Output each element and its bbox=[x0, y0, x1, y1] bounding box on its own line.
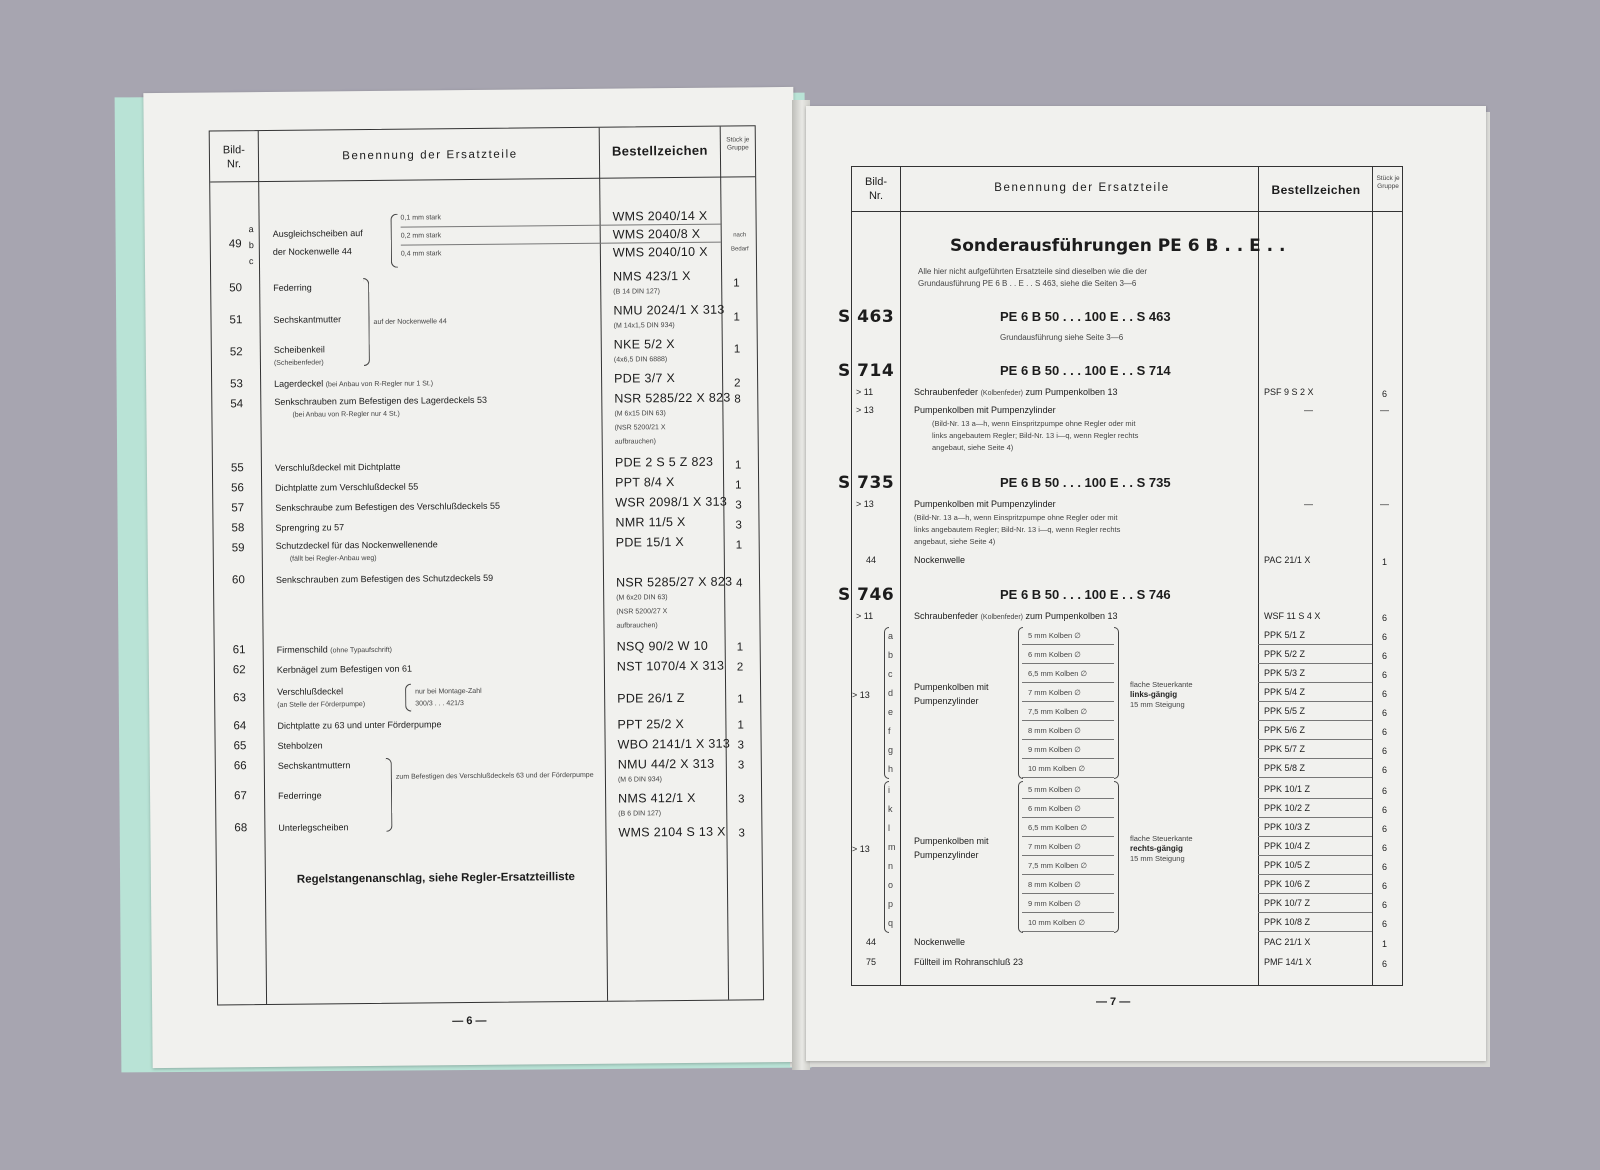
row-code: NMU 44/2 X 313 bbox=[617, 756, 715, 772]
row-qty: 6 bbox=[1382, 389, 1388, 399]
header-stueck: Stück je Gruppe bbox=[726, 136, 750, 152]
row-code4: aufbrauchen) bbox=[614, 438, 657, 446]
row-nr: 44 bbox=[866, 555, 877, 565]
row-qty: 6 bbox=[1382, 959, 1388, 969]
row-code2: (B 14 DIN 127) bbox=[613, 288, 660, 296]
row-qty: 4 bbox=[736, 577, 743, 590]
row-nr: 63 bbox=[233, 692, 247, 705]
row-nr: 53 bbox=[230, 378, 243, 391]
row-name: Scheibenkeil bbox=[273, 344, 325, 355]
row-code: PSF 9 S 2 X bbox=[1264, 387, 1314, 397]
row-qty: 6 bbox=[1382, 689, 1388, 699]
row-code: — bbox=[1304, 499, 1313, 509]
plunger-size: 10 mm Kolben ∅ bbox=[1028, 764, 1085, 773]
row-qty: 6 bbox=[1382, 765, 1388, 775]
row-nr: 55 bbox=[230, 462, 244, 475]
row-code: PDE 2 S 5 Z 823 bbox=[614, 454, 714, 470]
row-name2: Pumpenzylinder bbox=[914, 849, 979, 860]
row-qty: 8 bbox=[734, 393, 741, 406]
row-qty: 1 bbox=[735, 539, 743, 552]
row-name2: (bei Anbau von R-Regler nur 4 St.) bbox=[292, 410, 400, 419]
row-name: Federring bbox=[273, 282, 312, 293]
row-nr: 60 bbox=[231, 574, 245, 587]
page-number: — 7 — bbox=[1096, 996, 1131, 1008]
row-code3: (NSR 5200/21 X bbox=[614, 424, 666, 432]
row-nr: > 13 bbox=[856, 405, 874, 415]
row-nr: 57 bbox=[231, 502, 245, 515]
side-note: links-gängig bbox=[1130, 689, 1178, 699]
row-code: WSF 11 S 4 X bbox=[1264, 611, 1321, 621]
plunger-size: 5 mm Kolben ∅ bbox=[1028, 631, 1081, 640]
plunger-size: 9 mm Kolben ∅ bbox=[1028, 899, 1081, 908]
row-nr: > 13 bbox=[852, 689, 870, 700]
row-name: Verschlußdeckel bbox=[277, 686, 344, 697]
plunger-size: 7,5 mm Kolben ∅ bbox=[1028, 861, 1088, 870]
row-code: PDE 3/7 X bbox=[614, 371, 676, 386]
row-qty: 6 bbox=[1382, 843, 1388, 853]
section-title: Sonderausführungen PE 6 B . . E . . bbox=[950, 236, 1286, 256]
left-table bbox=[209, 125, 764, 1005]
right-page bbox=[806, 106, 1486, 1061]
row-letter: n bbox=[888, 861, 894, 871]
row-code: PPK 5/3 Z bbox=[1264, 668, 1306, 678]
row-name: Schutzdeckel für das Nockenwellenende bbox=[275, 539, 438, 551]
row-letters: a b c bbox=[248, 224, 254, 267]
row-letter: d bbox=[888, 688, 894, 698]
row-name: Lagerdeckel (bei Anbau von R-Regler nur 1 St.) bbox=[274, 378, 434, 389]
plunger-size: 5 mm Kolben ∅ bbox=[1028, 785, 1081, 794]
row-qty: 6 bbox=[1382, 727, 1388, 737]
row-name: Dichtplatte zu 63 und unter Förderpumpe bbox=[277, 719, 442, 731]
row-qty: 3 bbox=[735, 519, 742, 532]
row-code: — bbox=[1304, 405, 1313, 415]
right-table bbox=[838, 166, 1403, 986]
row-qty: 6 bbox=[1382, 670, 1388, 680]
row-name: Firmenschild (ohne Typaufschrift) bbox=[276, 644, 393, 655]
row-nr: 67 bbox=[234, 790, 247, 803]
row-name: Schraubenfeder (Kolbenfeder) zum Pumpenkolben 13 bbox=[914, 387, 1118, 397]
row-qty: 6 bbox=[1382, 824, 1388, 834]
row-nr: 61 bbox=[232, 644, 246, 657]
row-name: Pumpenkolben mit Pumpenzylinder bbox=[914, 499, 1056, 509]
row-name: Federringe bbox=[278, 790, 322, 801]
header-stueck: Stück je Gruppe bbox=[1376, 175, 1400, 190]
row-note: links angebautem Regler; Bild-Nr. 13 i—q, wenn Regler rechts bbox=[932, 431, 1139, 440]
row-name2: der Nockenwelle 44 bbox=[272, 246, 352, 257]
plunger-size: 6,5 mm Kolben ∅ bbox=[1028, 823, 1088, 832]
row-letter: a bbox=[888, 631, 894, 641]
row-name: Unterlegscheiben bbox=[278, 822, 349, 833]
row-note: links angebautem Regler; Bild-Nr. 13 i—q, wenn Regler rechts bbox=[914, 525, 1121, 534]
variant-s463: S 463 bbox=[838, 307, 895, 327]
row-letter: g bbox=[888, 745, 894, 755]
row-code: WBO 2141/1 X 313 bbox=[617, 736, 731, 752]
row-nr: 54 bbox=[230, 398, 244, 411]
row-code: PPK 10/2 Z bbox=[1264, 803, 1311, 813]
row-code: PPK 10/5 Z bbox=[1264, 860, 1311, 870]
row-code2: (M 6 DIN 934) bbox=[617, 776, 662, 784]
row-letter: p bbox=[888, 899, 894, 909]
row-code: WMS 2040/8 X bbox=[612, 226, 701, 242]
row-letter: f bbox=[888, 726, 891, 736]
footer-note: Regelstangenanschlag, siehe Regler-Ersatzteilliste bbox=[296, 871, 575, 886]
plunger-size: 8 mm Kolben ∅ bbox=[1028, 726, 1081, 735]
row-qty: 3 bbox=[737, 759, 745, 772]
side-note: rechts-gängig bbox=[1130, 843, 1183, 853]
row-code: PPK 10/7 Z bbox=[1264, 898, 1311, 908]
header-benennung: Benennung der Ersatzteile bbox=[342, 148, 518, 163]
row-name: Verschlußdeckel mit Dichtplatte bbox=[274, 461, 401, 473]
row-code2: (4x6,5 DIN 6888) bbox=[613, 356, 668, 364]
row-name: Senkschraube zum Befestigen des Verschlußdeckels 55 bbox=[275, 500, 501, 513]
row-name: Füllteil im Rohranschluß 23 bbox=[914, 957, 1024, 967]
header-benennung: Benennung der Ersatzteile bbox=[994, 182, 1170, 194]
row-code: PAC 21/1 X bbox=[1264, 937, 1311, 947]
plunger-size: 6 mm Kolben ∅ bbox=[1028, 804, 1081, 813]
row-nr: > 11 bbox=[856, 611, 874, 621]
row-nr: 65 bbox=[233, 740, 247, 753]
header-bestellzeichen: Bestellzeichen bbox=[1271, 183, 1361, 197]
row-code: PPK 5/8 Z bbox=[1264, 763, 1306, 773]
plunger-size: 7,5 mm Kolben ∅ bbox=[1028, 707, 1088, 716]
row-letter: h bbox=[888, 764, 894, 774]
variant-title: PE 6 B 50 . . . 100 E . . S 714 bbox=[1000, 363, 1171, 378]
row-code2: (M 6x15 DIN 63) bbox=[614, 410, 666, 418]
header-bild: Bild- Nr. bbox=[222, 144, 245, 171]
option-2: 0,4 mm stark bbox=[400, 250, 442, 258]
variant-title: PE 6 B 50 . . . 100 E . . S 463 bbox=[1000, 309, 1171, 324]
row-code2: (M 6x20 DIN 63) bbox=[616, 594, 668, 602]
row-name2: Pumpenzylinder bbox=[914, 695, 979, 706]
row-code: WMS 2040/14 X bbox=[612, 208, 708, 224]
row-qty: 6 bbox=[1382, 746, 1388, 756]
row-nr: 68 bbox=[234, 822, 248, 835]
row-qty: 1 bbox=[734, 459, 742, 472]
row-qty: 1 bbox=[733, 311, 740, 324]
header-bild: Bild- Nr. bbox=[864, 176, 887, 202]
row-name2: (fällt bei Regler-Anbau weg) bbox=[289, 554, 377, 563]
row-qty: 6 bbox=[1382, 613, 1388, 623]
row-name: Pumpenkolben mit Pumpenzylinder bbox=[914, 405, 1056, 415]
row-code: WSR 2098/1 X 313 bbox=[615, 494, 728, 510]
row-qty: 3 bbox=[735, 499, 742, 512]
row-code: PPK 10/8 Z bbox=[1264, 917, 1311, 927]
row-name2: (Scheibenfeder) bbox=[273, 359, 324, 367]
row-qty: 1 bbox=[733, 343, 741, 356]
row-code: PPK 5/2 Z bbox=[1264, 649, 1306, 659]
row-code: NMS 412/1 X bbox=[618, 790, 696, 806]
row-qty: 6 bbox=[1382, 786, 1388, 796]
row-qty: 2 bbox=[734, 377, 741, 390]
row-nr: > 13 bbox=[852, 843, 870, 854]
row-qty: 6 bbox=[1382, 900, 1388, 910]
side-note: 15 mm Steigung bbox=[1130, 853, 1185, 863]
row-code4: aufbrauchen) bbox=[616, 622, 658, 630]
row-code: PPK 5/6 Z bbox=[1264, 725, 1306, 735]
row-qty: 2 bbox=[736, 661, 744, 674]
plunger-size: 8 mm Kolben ∅ bbox=[1028, 880, 1081, 889]
row-name: Sechskantmutter bbox=[273, 314, 342, 325]
side-note: flache Steuerkante bbox=[1130, 833, 1193, 843]
row-nr: 56 bbox=[231, 482, 244, 495]
row-code2: (M 14x1,5 DIN 934) bbox=[613, 322, 675, 330]
intro-line-1: Alle hier nicht aufgeführten Ersatzteile sind dieselben wie die der bbox=[918, 267, 1148, 276]
row-qty: — bbox=[1380, 405, 1389, 415]
row-nr: 51 bbox=[229, 314, 243, 327]
row-nr: > 11 bbox=[856, 387, 874, 397]
row-nr: 75 bbox=[866, 957, 877, 967]
option-1: 0,2 mm stark bbox=[400, 232, 442, 240]
row-qty: — bbox=[1380, 499, 1389, 509]
variant-title: PE 6 B 50 . . . 100 E . . S 735 bbox=[1000, 475, 1171, 490]
row-name: Senkschrauben zum Befestigen des Lagerdeckels 53 bbox=[274, 394, 487, 407]
header-bestellzeichen: Bestellzeichen bbox=[611, 142, 708, 159]
row-code: PPK 10/3 Z bbox=[1264, 822, 1311, 832]
brace-note: auf der Nockenwelle 44 bbox=[373, 318, 447, 326]
row-code3: (NSR 5200/27 X bbox=[616, 608, 668, 616]
row-code: PPK 10/1 Z bbox=[1264, 784, 1311, 794]
row-qty: 1 bbox=[737, 693, 744, 706]
row-qty: 6 bbox=[1382, 881, 1388, 891]
plunger-size: 7 mm Kolben ∅ bbox=[1028, 688, 1081, 697]
side-note: 15 mm Steigung bbox=[1130, 699, 1185, 709]
row-qty: 6 bbox=[1382, 862, 1388, 872]
row-qty: 1 bbox=[1382, 557, 1388, 567]
row-letter: b bbox=[888, 650, 894, 660]
row-qty: 6 bbox=[1382, 805, 1388, 815]
row-code: NSR 5285/22 X 823 bbox=[614, 390, 731, 406]
row-nr: 64 bbox=[233, 720, 247, 733]
row-nr: 49 bbox=[228, 238, 242, 251]
row-qty: 3 bbox=[737, 739, 745, 752]
row-qty: 6 bbox=[1382, 651, 1388, 661]
row-code: NSQ 90/2 W 10 bbox=[616, 638, 709, 654]
row-letter: k bbox=[888, 804, 893, 814]
row-code: PPT 8/4 X bbox=[615, 475, 675, 490]
row-qty: 6 bbox=[1382, 708, 1388, 718]
variant-title: PE 6 B 50 . . . 100 E . . S 746 bbox=[1000, 587, 1171, 602]
intro-line-2: Grundausführung PE 6 B . . E . . S 463, siehe die Seiten 3—6 bbox=[918, 279, 1137, 288]
row-qty: 1 bbox=[736, 641, 744, 654]
row-name: Stehbolzen bbox=[277, 740, 323, 751]
plunger-size: 9 mm Kolben ∅ bbox=[1028, 745, 1081, 754]
row-name: Sechskantmuttern bbox=[277, 760, 351, 771]
row-name: Ausgleichscheiben auf bbox=[272, 228, 363, 239]
row-qty: nach Bedarf bbox=[730, 232, 749, 253]
left-page bbox=[143, 87, 802, 1068]
row-note: (Bild-Nr. 13 a—h, wenn Einspritzpumpe ohne Regler oder mit bbox=[914, 513, 1118, 522]
row-nr: 44 bbox=[866, 937, 877, 947]
row-code: PPK 5/1 Z bbox=[1264, 630, 1306, 640]
row-name: Nockenwelle bbox=[914, 937, 966, 947]
row-qty: 3 bbox=[738, 827, 745, 840]
row-note: angebaut, siehe Seite 4) bbox=[932, 443, 1014, 452]
row-code: PMF 14/1 X bbox=[1264, 957, 1312, 967]
row-code: NSR 5285/27 X 823 bbox=[615, 574, 733, 590]
row-code: PPT 25/2 X bbox=[617, 716, 685, 732]
row-qty: 3 bbox=[738, 793, 745, 806]
row-name: Kerbnägel zum Befestigen von 61 bbox=[276, 663, 413, 675]
row-code2: (B 6 DIN 127) bbox=[618, 810, 662, 818]
row-note: (Bild-Nr. 13 a—h, wenn Einspritzpumpe ohne Regler oder mit bbox=[932, 419, 1136, 428]
row-name: Nockenwelle bbox=[914, 555, 966, 565]
row-name: Pumpenkolben mit bbox=[914, 681, 989, 692]
brace-note: zum Befestigen des Verschlußdeckels 63 und der Förderpumpe bbox=[395, 771, 594, 781]
row-code: PPK 10/4 Z bbox=[1264, 841, 1311, 851]
plunger-size: 6,5 mm Kolben ∅ bbox=[1028, 669, 1088, 678]
row-side: nur bei Montage-Zahl bbox=[415, 687, 482, 696]
side-note: flache Steuerkante bbox=[1130, 679, 1193, 689]
row-code: NST 1070/4 X 313 bbox=[616, 658, 725, 674]
plunger-size: 6 mm Kolben ∅ bbox=[1028, 650, 1081, 659]
row-nr: 52 bbox=[229, 346, 243, 359]
row-code: PDE 26/1 Z bbox=[617, 690, 685, 706]
row-letter: e bbox=[888, 707, 894, 717]
plunger-size: 7 mm Kolben ∅ bbox=[1028, 842, 1081, 851]
row-code: WMS 2040/10 X bbox=[612, 244, 708, 260]
row-qty: 1 bbox=[733, 277, 740, 290]
option-0: 0,1 mm stark bbox=[400, 214, 442, 222]
variant-s746: S 746 bbox=[838, 585, 895, 605]
row-code: NMU 2024/1 X 313 bbox=[613, 302, 725, 318]
row-code: NKE 5/2 X bbox=[613, 337, 675, 352]
row-nr: 66 bbox=[233, 760, 247, 773]
row-code: PPK 10/6 Z bbox=[1264, 879, 1311, 889]
plunger-size: 10 mm Kolben ∅ bbox=[1028, 918, 1085, 927]
row-name: Schraubenfeder (Kolbenfeder) zum Pumpenkolben 13 bbox=[914, 611, 1118, 621]
variant-s714: S 714 bbox=[838, 361, 895, 381]
row-qty: 1 bbox=[735, 479, 742, 492]
row-name: Dichtplatte zum Verschlußdeckel 55 bbox=[275, 481, 419, 493]
row-qty: 1 bbox=[737, 719, 744, 732]
row-code: PPK 5/7 Z bbox=[1264, 744, 1306, 754]
row-letter: l bbox=[888, 823, 890, 833]
row-code: NMS 423/1 X bbox=[613, 268, 691, 284]
row-qty: 6 bbox=[1382, 632, 1388, 642]
row-letter: o bbox=[888, 880, 894, 890]
row-name2: (an Stelle der Förderpumpe) bbox=[277, 701, 366, 709]
row-nr: 58 bbox=[231, 522, 245, 535]
row-code: PAC 21/1 X bbox=[1264, 555, 1311, 565]
row-letter: q bbox=[888, 918, 894, 928]
row-qty: 1 bbox=[1382, 939, 1388, 949]
row-code: PDE 15/1 X bbox=[615, 534, 685, 550]
row-nr: 59 bbox=[231, 542, 245, 555]
row-code: WMS 2104 S 13 X bbox=[618, 824, 726, 840]
row-qty: 6 bbox=[1382, 919, 1388, 929]
row-nr: 62 bbox=[232, 664, 246, 677]
row-code: PPK 5/4 Z bbox=[1264, 687, 1306, 697]
row-letter: i bbox=[888, 785, 890, 795]
row-note: angebaut, siehe Seite 4) bbox=[914, 537, 996, 546]
row-letter: c bbox=[888, 669, 893, 679]
variant-note: Grundausführung siehe Seite 3—6 bbox=[1000, 333, 1124, 342]
row-nr: > 13 bbox=[856, 499, 874, 509]
row-name: Pumpenkolben mit bbox=[914, 835, 989, 846]
row-name: Sprengring zu 57 bbox=[275, 522, 345, 533]
page-number: — 6 — bbox=[452, 1014, 487, 1028]
row-code: NMR 11/5 X bbox=[615, 514, 686, 530]
row-letter: m bbox=[888, 842, 896, 852]
row-code: PPK 5/5 Z bbox=[1264, 706, 1306, 716]
row-name: Senkschrauben zum Befestigen des Schutzdeckels 59 bbox=[275, 572, 494, 585]
row-side2: 300/3 . . . 421/3 bbox=[415, 700, 464, 708]
variant-s735: S 735 bbox=[838, 473, 895, 493]
row-nr: 50 bbox=[229, 282, 243, 295]
